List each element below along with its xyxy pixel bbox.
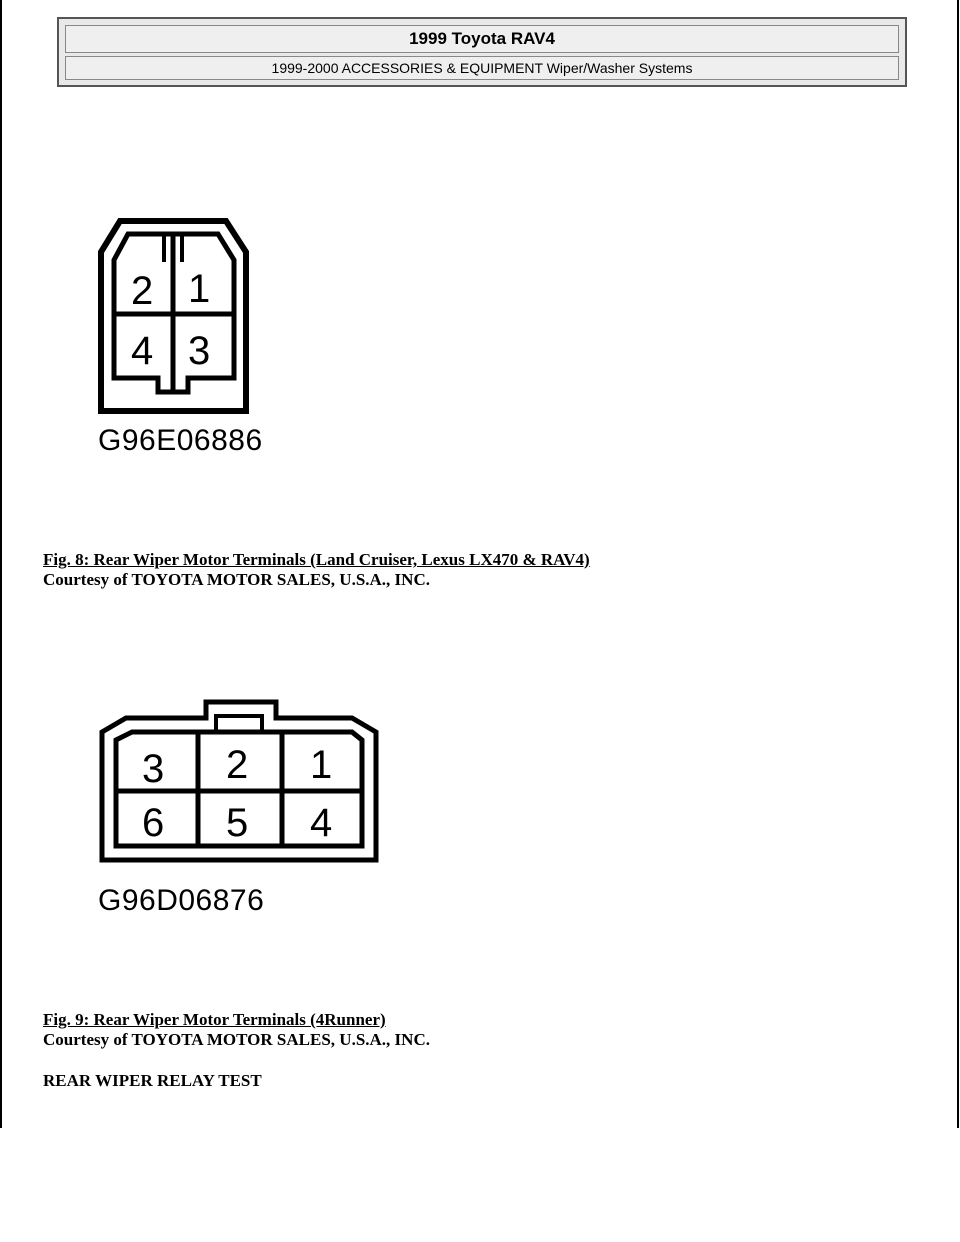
terminal-label: 4 xyxy=(131,329,154,373)
terminal-label: 6 xyxy=(142,801,165,845)
terminal-label: 2 xyxy=(226,743,249,787)
terminal-label: 2 xyxy=(131,269,154,313)
figure-title: Fig. 9: Rear Wiper Motor Terminals (4Runner) xyxy=(43,1010,386,1029)
document-header xyxy=(57,17,907,87)
figure-caption xyxy=(43,550,590,590)
terminal-label: 4 xyxy=(310,801,333,845)
figure-code: G96E06886 xyxy=(98,424,263,457)
terminal-label: 1 xyxy=(188,267,211,311)
section-heading: REAR WIPER RELAY TEST xyxy=(43,1071,262,1090)
connector-diagram-6pin xyxy=(98,698,380,866)
page-frame-left xyxy=(0,0,2,1128)
page-frame-right xyxy=(957,0,959,1128)
connector-diagram-4pin xyxy=(96,216,251,416)
terminal-label: 3 xyxy=(142,747,165,791)
figure-title: Fig. 8: Rear Wiper Motor Terminals (Land Cruiser, Lexus LX470 & RAV4) xyxy=(43,550,590,569)
terminal-label: 5 xyxy=(226,801,249,845)
document-subtitle: 1999-2000 ACCESSORIES & EQUIPMENT Wiper/Washer Systems xyxy=(65,56,899,80)
terminal-label: 1 xyxy=(310,743,333,787)
figure-credit: Courtesy of TOYOTA MOTOR SALES, U.S.A., INC. xyxy=(43,1030,430,1049)
figure-credit: Courtesy of TOYOTA MOTOR SALES, U.S.A., INC. xyxy=(43,570,430,589)
terminal-label: 3 xyxy=(188,329,211,373)
document-title: 1999 Toyota RAV4 xyxy=(65,25,899,53)
figure-code: G96D06876 xyxy=(98,884,265,917)
figure-caption xyxy=(43,1010,430,1050)
